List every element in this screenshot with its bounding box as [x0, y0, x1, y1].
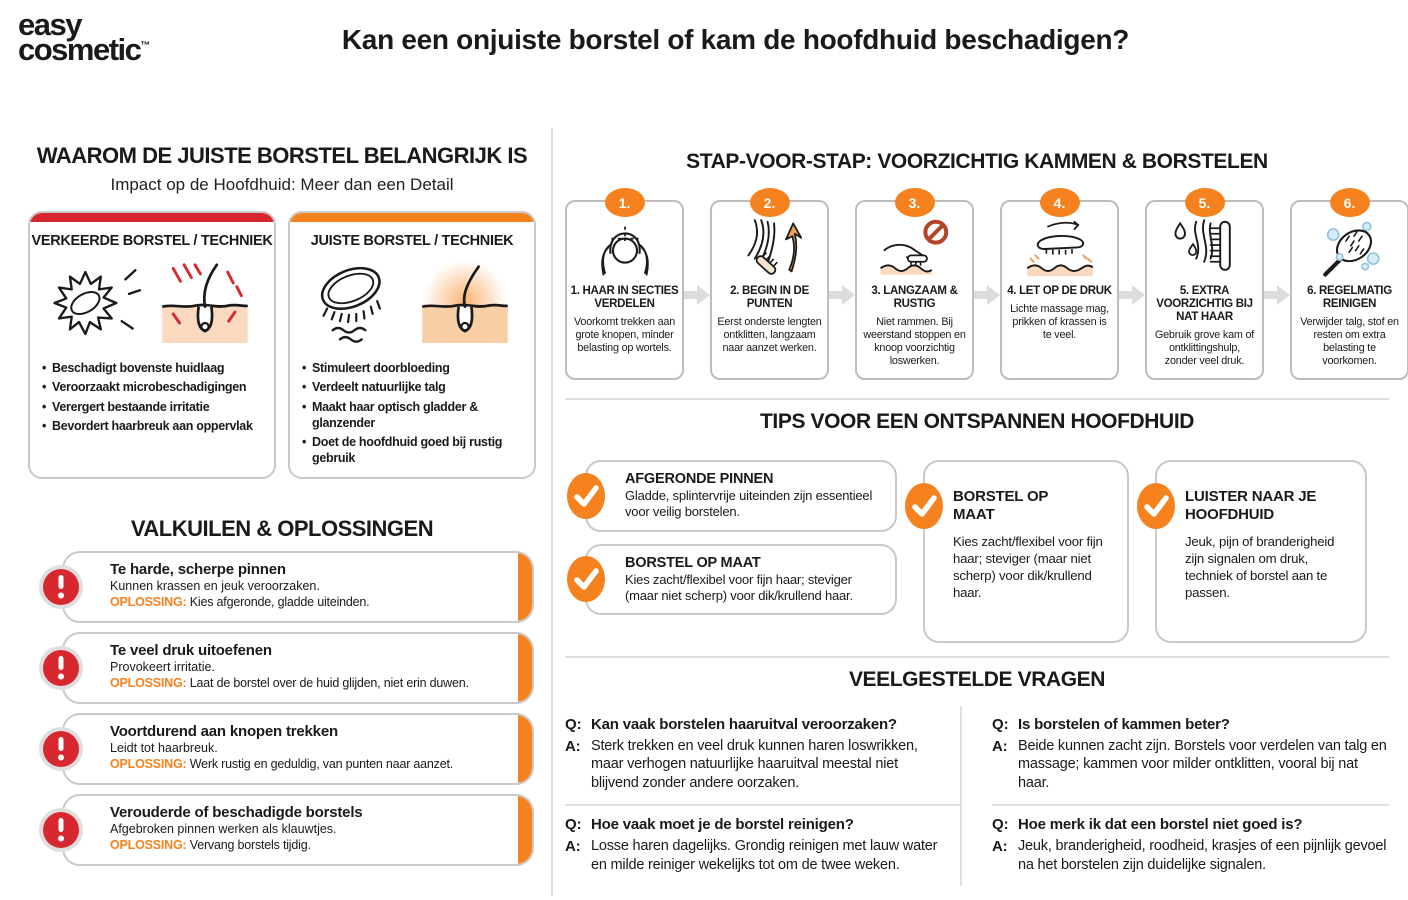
arrow-right-icon	[829, 284, 855, 306]
step-number-badge: 1.	[605, 188, 645, 217]
bullet-dot: •	[302, 399, 307, 414]
column-divider	[551, 128, 553, 896]
step-card-6	[1290, 194, 1408, 380]
faq-question-line	[992, 816, 1389, 835]
question-label: Q:	[565, 716, 582, 733]
bullet-item: • Doet de hoofdhuid goed bij rustig gebruik	[302, 435, 503, 466]
tip-text: Kies zacht/flexibel voor fijn haar; steviger (maar niet scherp) voor dik/krullend haar.	[625, 571, 853, 603]
faq-answer: Sterk trekken en veel druk kunnen haren loswrikken, maar verhogen natuurlijke haaruitval meestal niet blijvend zonder andere oorzaken.	[591, 737, 918, 791]
steps-section	[565, 150, 1399, 380]
wrong-card-bullets	[30, 355, 274, 434]
pitfall-accent-bar	[518, 634, 532, 702]
bullet-dot: •	[42, 418, 47, 433]
pitfall-problem: Provokeert irritatie.	[110, 660, 215, 674]
tip-text: Gladde, splintervrije uiteinden zijn essentieel voor veilig borstelen.	[625, 488, 873, 520]
pitfall-title: Te veel druk uitoefenen	[110, 642, 272, 659]
tip-card-listen-to-scalp	[1155, 460, 1367, 643]
wrong-card-icons	[30, 253, 274, 355]
check-icon	[566, 555, 606, 603]
pitfall-accent-bar	[518, 553, 532, 621]
step-description: Verwijder talg, stof en resten om extra belasting te voorkomen.	[1300, 315, 1399, 367]
alert-exclamation-icon	[38, 564, 84, 610]
pitfall-title: Verouderde of beschadigde borstels	[110, 804, 363, 821]
question-label: Q:	[565, 816, 582, 834]
brush-light-pressure-icon	[1002, 216, 1117, 282]
faq-question-line	[565, 716, 938, 735]
pitfalls-heading: VALKUILEN & OPLOSSINGEN	[130, 516, 434, 541]
answer-label: A:	[565, 737, 581, 755]
faq-question-line	[565, 816, 938, 835]
step-title: 1. HAAR IN SECTIES VERDELEN	[570, 285, 679, 310]
pitfall-item	[28, 713, 536, 785]
faq-answer: Jeuk, branderigheid, roodheid, krasjes of een pijnlijk gevoel na het borstelen zijn duidelijke signalen.	[1018, 838, 1387, 873]
step-number-badge: 2.	[750, 188, 790, 217]
section-divider	[565, 398, 1389, 400]
tip-title: BORSTEL OP MAAT	[625, 554, 761, 571]
steps-heading: STAP-VOOR-STAP: VOORZICHTIG KAMMEN & BORSTELEN	[686, 150, 1268, 173]
step-number-badge: 3.	[895, 188, 935, 217]
bullet-item: • Beschadigt bovenste huidlaag	[42, 361, 225, 375]
step-title: 3. LANGZAAM & RUSTIG	[871, 285, 958, 310]
tip-card-matching-brush-small	[585, 544, 897, 616]
bullet-item: • Veroorzaakt microbeschadigingen	[42, 380, 247, 395]
tips-section	[565, 410, 1389, 643]
pitfall-solution: OPLOSSING: Laat de borstel over de huid glijden, niet erin duwen.	[110, 676, 469, 691]
faq-question: Kan vaak borstelen haaruitval veroorzaken?	[591, 716, 897, 733]
step-number-badge: 5.	[1185, 188, 1225, 217]
pitfall-problem: Leidt tot haarbreuk.	[110, 741, 218, 755]
answer-label: A:	[992, 838, 1008, 856]
solution-label: OPLOSSING:	[110, 838, 187, 853]
alert-exclamation-icon	[38, 645, 84, 691]
faq-question: Hoe merk ik dat een borstel niet goed is?	[1018, 816, 1303, 834]
bullet-dot: •	[42, 361, 47, 375]
logo-line2: cosmetic™	[18, 32, 151, 68]
alert-exclamation-icon	[38, 807, 84, 853]
bullet-dot: •	[42, 399, 47, 414]
pitfall-title: Te harde, scherpe pinnen	[110, 561, 286, 578]
faq-answer-line	[565, 737, 938, 793]
answer-label: A:	[992, 737, 1008, 755]
alert-exclamation-icon	[38, 726, 84, 772]
faq-section	[565, 668, 1389, 886]
right-card-icons	[290, 253, 534, 355]
step-card-5	[1145, 194, 1264, 380]
faq-item-2	[992, 706, 1389, 806]
tip-title: LUISTER NAAR JE HOOFDHUID	[1185, 488, 1317, 523]
bullet-dot: •	[302, 380, 307, 395]
spiky-brush-icon	[49, 253, 149, 353]
pitfalls-section	[28, 516, 536, 866]
faq-heading: VEELGESTELDE VRAGEN	[848, 668, 1106, 691]
right-card-title: JUISTE BORSTEL / TECHNIEK	[310, 233, 514, 249]
question-label: Q:	[992, 816, 1009, 834]
tips-stacked-column	[565, 460, 897, 643]
step-description: Eerst onderste lengten ontklitten, langzaam naar aanzet werken.	[717, 315, 822, 354]
step-title: 4. LET OP DE DRUK	[1007, 285, 1112, 297]
right-brush-card	[288, 211, 536, 479]
faq-answer: Beide kunnen zacht zijn. Borstels voor verdelen van talg en massage; kammen voor milder ontklitten, vooral bij nat haar.	[1018, 737, 1387, 791]
faq-answer: Losse haren dagelijks. Grondig reinigen met lauw water en milde reiniger wekelijks tot om de twee weken.	[591, 838, 938, 873]
healthy-follicle-icon	[415, 253, 515, 353]
arrow-right-icon	[1119, 284, 1145, 306]
faq-answer-line	[992, 837, 1389, 874]
step-card-1	[565, 194, 684, 380]
why-heading: WAAROM DE JUISTE BORSTEL BELANGRIJK IS	[36, 143, 528, 168]
trademark-symbol: ™	[140, 41, 151, 53]
bullet-dot: •	[42, 380, 47, 395]
tip-card-rounded-pins	[585, 460, 897, 532]
tip-text: Kies zacht/flexibel voor fijn haar; steviger (maar niet scherp) voor dik/krullend haar.	[953, 534, 1103, 600]
hair-sections-icon	[567, 216, 682, 282]
bullet-item: • Maakt haar optisch gladder & glanzender	[302, 399, 478, 430]
irritated-follicle-icon	[155, 253, 255, 353]
faq-item-3	[565, 806, 962, 886]
page-title: Kan een onjuiste borstel of kam de hoofdhuid beschadigen?	[341, 24, 1130, 55]
bullet-item: • Verergert bestaande irritatie	[42, 399, 210, 414]
easycosmetic-logo	[18, 7, 151, 68]
check-icon	[1136, 482, 1176, 530]
bullet-dot: •	[302, 435, 307, 449]
check-icon	[566, 472, 606, 520]
step-title: 6. REGELMATIG REINIGEN	[1307, 285, 1392, 310]
wrong-card-topbar	[30, 213, 274, 222]
bullet-item: • Verdeelt natuurlijke talg	[302, 380, 446, 395]
smooth-brush-icon	[309, 253, 409, 353]
step-number-badge: 4.	[1040, 188, 1080, 217]
tip-card-matching-brush	[923, 460, 1129, 643]
step-title: 2. BEGIN IN DE PUNTEN	[730, 285, 809, 310]
right-card-bullets	[290, 355, 534, 467]
steps-row	[565, 194, 1399, 380]
pitfall-solution: OPLOSSING: Kies afgeronde, gladde uiteinden.	[110, 595, 370, 610]
faq-item-4	[992, 806, 1389, 886]
arrow-right-icon	[974, 284, 1000, 306]
brush-tips-upward-icon	[712, 216, 827, 282]
pitfall-problem: Kunnen krassen en jeuk veroorzaken.	[110, 579, 320, 593]
step-title: 5. EXTRA VOORZICHTIG BIJ NAT HAAR	[1156, 285, 1253, 323]
pitfall-solution: OPLOSSING: Vervang borstels tijdig.	[110, 838, 311, 853]
wet-hair-comb-icon	[1147, 216, 1262, 282]
tip-title: BORSTEL OP MAAT	[953, 488, 1048, 523]
section-divider	[565, 656, 1389, 658]
pitfall-item	[28, 794, 536, 866]
solution-label: OPLOSSING:	[110, 757, 187, 772]
pitfall-solution: OPLOSSING: Werk rustig en geduldig, van punten naar aanzet.	[110, 757, 454, 772]
pitfall-accent-bar	[518, 715, 532, 783]
faq-item-1	[565, 706, 962, 806]
pitfall-card	[62, 794, 534, 866]
step-card-3	[855, 194, 974, 380]
step-description: Lichte massage mag, prikken of krassen is te veel.	[1010, 302, 1109, 341]
faq-answer-line	[992, 737, 1389, 793]
wrong-card-title: VERKEERDE BORSTEL / TECHNIEK	[31, 233, 273, 249]
answer-label: A:	[565, 838, 581, 856]
arrow-right-icon	[684, 284, 710, 306]
step-card-2	[710, 194, 829, 380]
faq-answer-line	[565, 837, 938, 874]
pitfall-item	[28, 551, 536, 623]
why-section	[28, 143, 536, 479]
arrow-right-icon	[1264, 284, 1290, 306]
question-label: Q:	[992, 716, 1009, 733]
tips-cards	[565, 460, 1389, 643]
solution-label: OPLOSSING:	[110, 676, 187, 691]
wrong-brush-card	[28, 211, 276, 479]
pitfall-title: Voortdurend aan knopen trekken	[110, 723, 338, 740]
step-number-badge: 6.	[1330, 188, 1370, 217]
pitfall-card	[62, 632, 534, 704]
hand-brush-prohibited-icon	[857, 216, 972, 282]
comparison-cards	[28, 211, 536, 479]
bullet-item: • Stimuleert doorbloeding	[302, 361, 450, 375]
faq-question-line	[992, 716, 1389, 735]
bullet-item: • Bevordert haarbreuk aan oppervlak	[42, 418, 253, 433]
check-icon	[904, 482, 944, 530]
pitfall-problem: Afgebroken pinnen werken als klauwtjes.	[110, 822, 337, 836]
step-description: Voorkomt trekken aan grote knopen, minder belasting op wortels.	[573, 315, 676, 354]
bullet-dot: •	[302, 361, 307, 375]
faq-question: Is borstelen of kammen beter?	[1018, 716, 1230, 733]
logo-line1: easy	[18, 7, 81, 42]
pitfall-card	[62, 713, 534, 785]
pitfall-accent-bar	[518, 796, 532, 864]
solution-label: OPLOSSING:	[110, 595, 187, 610]
why-subheading: Impact op de Hoofdhuid: Meer dan een Detail	[110, 175, 454, 194]
step-description: Niet rammen. Bij weerstand stoppen en knoop voorzichtig loswerken.	[863, 315, 966, 367]
pitfall-item	[28, 632, 536, 704]
tip-title: AFGERONDE PINNEN	[625, 471, 774, 487]
pitfall-card	[62, 551, 534, 623]
step-description: Gebruik grove kam of ontklittingshulp, zonder veel druk.	[1154, 328, 1255, 367]
faq-question: Hoe vaak moet je de borstel reinigen?	[591, 816, 854, 834]
brush-cleaning-bubbles-icon	[1292, 216, 1407, 282]
faq-grid	[565, 706, 1389, 886]
tip-text: Jeuk, pijn of branderigheid zijn signalen om druk, techniek of borstel aan te passen.	[1185, 534, 1335, 600]
step-card-4	[1000, 194, 1119, 380]
tips-heading: TIPS VOOR EEN ONTSPANNEN HOOFDHUID	[759, 410, 1195, 433]
right-card-topbar	[290, 213, 534, 222]
